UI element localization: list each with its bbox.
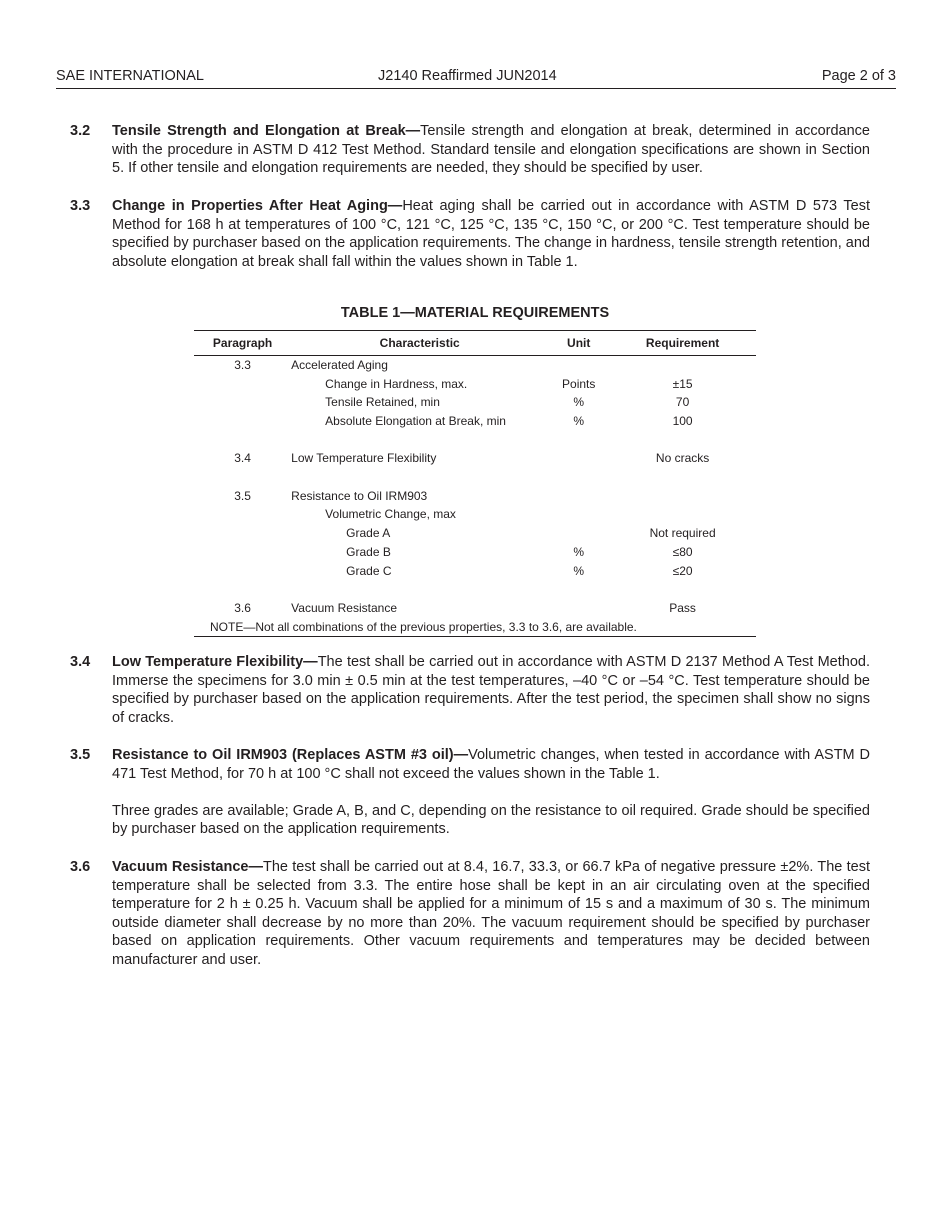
section-paragraph [112, 197, 870, 271]
cell-characteristic: Grade C [346, 563, 392, 578]
cell-paragraph: 3.4 [234, 451, 251, 466]
cell-paragraph [194, 524, 291, 543]
cell-characteristic: Vacuum Resistance [291, 600, 397, 615]
cell-paragraph [194, 543, 291, 562]
table-spacer-row [194, 468, 756, 487]
cell-requirement: Not required [649, 526, 716, 541]
cell-paragraph [194, 562, 291, 581]
cell-paragraph: 3.5 [234, 488, 251, 503]
cell-requirement: No cracks [655, 451, 710, 466]
cell-paragraph: 3.6 [234, 600, 251, 615]
table-row [194, 599, 756, 618]
section-3-4 [70, 653, 870, 727]
section-number: 3.2 [70, 123, 91, 139]
section-number: 3.4 [70, 654, 91, 670]
cell-characteristic: Absolute Elongation at Break, min [325, 414, 506, 429]
section-paragraph [112, 122, 870, 178]
table-title: TABLE 1—MATERIAL REQUIREMENTS [340, 305, 610, 321]
header-organization: SAE INTERNATIONAL [56, 68, 204, 84]
cell-unit [548, 599, 609, 618]
cell-unit [548, 356, 609, 375]
table-header-row [194, 331, 756, 356]
requirements-table [194, 330, 756, 637]
cell-unit: % [573, 395, 585, 410]
column-header-paragraph: Paragraph [194, 331, 291, 356]
header-page-number: Page 2 of 3 [821, 68, 896, 84]
cell-unit [548, 505, 609, 524]
cell-requirement: ≤80 [672, 544, 693, 559]
table-note-row [194, 618, 756, 637]
header-document-id: J2140 Reaffirmed JUN2014 [378, 68, 557, 84]
section-heading: Vacuum Resistance— [112, 859, 263, 875]
table-row [194, 356, 756, 375]
table-row [194, 393, 756, 412]
column-header-characteristic: Characteristic [291, 331, 548, 356]
table-row [194, 543, 756, 562]
table-spacer-row [194, 431, 756, 450]
section-number: 3.3 [70, 198, 91, 214]
column-header-requirement: Requirement [609, 331, 756, 356]
table-row [194, 375, 756, 394]
section-body [112, 197, 870, 271]
section-text: Tensile strength and elongation at break, determined in accordance with the procedure in ASTM D 412 Test Method. Standard tensile and elongation specifications are shown in Section 5. If other tensile and elongation requirements are needed, they should be specified by user. [112, 123, 870, 177]
column-header-unit: Unit [548, 331, 609, 356]
section-text: The test shall be carried out at 8.4, 16.7, 33.3, or 66.7 kPa of negative pressure ±2%. The test temperature shall be selected from 3.3. The entire hose shall be kept in an air circulating oven at the specified temperature for 2 h ± 0.25 h. Vacuum shall be applied for a minimum of 15 s and a maximum of 30 s. The minimum outside diameter shall decrease by no more than 20%. The vacuum requirement should be specified by purchaser based on application requirements. Other vacuum requirements and temperatures may be decided between manufacturer and user. [112, 859, 870, 968]
cell-characteristic: Grade A [346, 526, 391, 541]
section-body [112, 746, 870, 839]
section-number: 3.6 [70, 859, 91, 875]
table-row [194, 505, 756, 524]
section-text: The test shall be carried out in accordance with ASTM D 2137 Method A Test Method. Immerse the specimens for 3.0 min ± 0.5 min at the test temperatures, –40 °C or –54 °C. Test temperature should be specified by purchaser based on the application requirements. After the test period, the specimen shall show no signs of cracks. [112, 654, 870, 726]
section-paragraph [112, 653, 870, 727]
page-header [56, 66, 896, 89]
cell-requirement [609, 487, 756, 506]
cell-paragraph [194, 505, 291, 524]
section-heading: Change in Properties After Heat Aging— [112, 198, 403, 214]
cell-unit: Points [562, 376, 596, 391]
cell-characteristic: Resistance to Oil IRM903 [291, 488, 428, 503]
section-heading: Low Temperature Flexibility— [112, 654, 318, 670]
cell-unit [548, 487, 609, 506]
cell-requirement: ≤20 [672, 563, 693, 578]
cell-unit: % [573, 563, 585, 578]
table-row [194, 487, 756, 506]
section-paragraph [112, 858, 870, 970]
section-text: Volumetric changes, when tested in accordance with ASTM D 471 Test Method, for 70 h at 100 °C shall not exceed the values shown in the Table 1. [112, 747, 870, 782]
cell-requirement: 100 [672, 414, 693, 429]
cell-unit: % [573, 544, 585, 559]
section-3-5 [70, 746, 870, 839]
material-requirements-table [194, 304, 756, 637]
section-text: Heat aging shall be carried out in accordance with ASTM D 573 Test Method for 168 h at temperatures of 100 °C, 121 °C, 125 °C, 135 °C, 150 °C, or 200 °C. Test temperature should be specified by purchaser based on the application requirements. The change in hardness, tensile strength retention, and absolute elongation at break shall fall within the values shown in Table 1. [112, 198, 870, 270]
cell-characteristic: Tensile Retained, min [325, 395, 440, 410]
cell-paragraph [194, 375, 291, 394]
cell-requirement: 70 [675, 395, 690, 410]
table-row [194, 524, 756, 543]
cell-characteristic: Low Temperature Flexibility [291, 451, 437, 466]
cell-requirement [609, 356, 756, 375]
cell-paragraph: 3.3 [234, 358, 251, 372]
section-heading: Tensile Strength and Elongation at Break— [112, 123, 421, 139]
section-3-6 [70, 858, 870, 970]
cell-requirement [609, 505, 756, 524]
cell-characteristic: Accelerated Aging [291, 358, 388, 372]
section-number: 3.5 [70, 747, 91, 763]
table-note: NOTE—Not all combinations of the previous properties, 3.3 to 3.6, are available. [210, 619, 637, 634]
section-paragraph-2: Three grades are available; Grade A, B, and C, depending on the resistance to oil required. Grade should be specified by purchaser based on the application requirements. [112, 802, 870, 838]
table-row [194, 449, 756, 468]
table-row [194, 562, 756, 581]
cell-unit: % [573, 414, 585, 429]
table-spacer-row [194, 580, 756, 599]
section-paragraph [112, 746, 870, 783]
section-body [112, 653, 870, 727]
section-body [112, 122, 870, 178]
cell-paragraph [194, 393, 291, 412]
table-row [194, 412, 756, 431]
section-body [112, 858, 870, 970]
cell-paragraph [194, 412, 291, 431]
section-3-2 [70, 122, 870, 178]
cell-unit [548, 449, 609, 468]
section-heading: Resistance to Oil IRM903 (Replaces ASTM #3 oil)— [112, 747, 469, 763]
cell-unit [548, 524, 609, 543]
cell-characteristic: Grade B [346, 544, 391, 559]
cell-requirement: Pass [669, 600, 696, 615]
section-3-3 [70, 197, 870, 271]
cell-characteristic: Change in Hardness, max. [325, 376, 468, 391]
cell-characteristic: Volumetric Change, max [325, 507, 456, 522]
cell-requirement: ±15 [672, 376, 693, 391]
